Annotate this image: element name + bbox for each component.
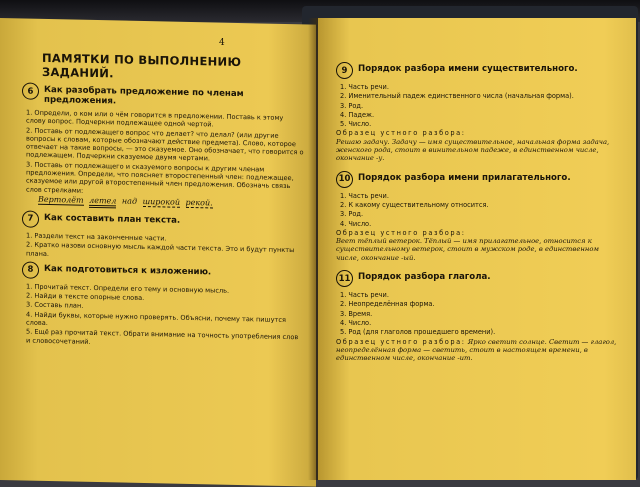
section-10-list xyxy=(336,192,620,228)
list-item: 1. Часть речи. xyxy=(340,83,389,91)
sample-label: Образец устного разбора: xyxy=(336,228,466,237)
sample-label: Образец устного разбора: xyxy=(336,129,466,138)
section-heading: Порядок разбора глагола. xyxy=(358,272,491,283)
section-6-list xyxy=(22,108,304,199)
sample-text: Решаю задачу. Задачу — имя существительное, начальная форма задача, женского рода, стоит в винительном падеже, в единственном числе, окончание -у. xyxy=(336,137,610,163)
section-number-badge: 11 xyxy=(336,270,353,287)
sample-text: Веет тёплый ветерок. Тёплый — имя прилагательное, относится к существительному ветерок, стоит в мужском роде, в единственном числе, окончание -ый. xyxy=(336,237,600,262)
section-7-header xyxy=(22,212,304,233)
handwritten-pen-mark: 4 xyxy=(219,38,225,48)
list-item: 4. Число. xyxy=(340,219,372,228)
list-item: 1. Раздели текст на законченные части. xyxy=(26,231,167,243)
list-item: 1. Часть речи. xyxy=(340,191,389,200)
list-item: 5. Род (для глаголов прошедшего времени). xyxy=(340,328,496,337)
example-word: рекой. xyxy=(185,197,213,208)
list-item: 4. Число. xyxy=(340,318,372,327)
section-number-badge: 10 xyxy=(336,171,353,188)
example-word: над xyxy=(121,196,138,206)
list-item: 2. Кратко назови основную мысль каждой части текста. Это и будут пункты плана. xyxy=(26,240,295,258)
section-heading: Порядок разбора имени существительного. xyxy=(358,64,578,74)
section-9-list xyxy=(336,83,620,128)
list-item: 2. Поставь от подлежащего вопрос что делает? что делал? (или другие вопросы к словам, которые обозначают действие предмета). Слово, которое отвечает на такие вопросы, — это сказуемое. Оно обозначает, что говорится о подлежащем. Подчеркни сказуемое двумя чертами. xyxy=(26,126,304,163)
list-item: 5. Число. xyxy=(340,120,372,129)
list-item: 2. Именительный падеж единственного числа (начальная форма). xyxy=(340,92,574,101)
list-item: 3. Время. xyxy=(340,309,373,318)
section-heading: Как подготовиться к изложению. xyxy=(44,263,212,278)
list-item: 5. Ещё раз прочитай текст. Обрати внимание на точность употребления слов и словосочетаний. xyxy=(26,327,299,346)
right-page xyxy=(318,18,636,480)
section-number-badge: 8 xyxy=(22,261,39,278)
list-item: 1. Определи, о ком или о чём говорится в предложении. Поставь к этому слову вопрос. Подчеркни подлежащее одной чертой. xyxy=(26,108,284,129)
list-item: 3. Род. xyxy=(340,210,364,219)
list-item: 4. Найди буквы, которые нужно проверять. Объясни, почему так пишутся слова. xyxy=(26,310,286,328)
section-8-header xyxy=(22,263,304,284)
list-item: 2. Неопределённая форма. xyxy=(340,300,435,309)
page-title: ПАМЯТКИ ПО ВЫПОЛНЕНИЮ ЗАДАНИЙ. xyxy=(42,50,242,81)
section-heading: Как составить план текста. xyxy=(44,212,181,226)
list-item: 3. Поставь от подлежащего и сказуемого вопросы к другим членам предложения. Определи, что поясняет второстепенный член: подлежащее, сказуемое или другой второстепенный член предложения. Обозначь связь слов стрелками: xyxy=(26,160,294,195)
sample-block xyxy=(336,338,620,363)
section-6-header xyxy=(22,84,304,110)
example-word-subject: Вертолёт xyxy=(38,194,84,205)
list-item: 4. Падеж. xyxy=(340,110,375,119)
list-item: 2. К какому существительному относится. xyxy=(340,200,489,209)
left-page xyxy=(0,18,316,487)
list-item: 3. Составь план. xyxy=(26,300,84,311)
list-item: 2. Найди в тексте опорные слова. xyxy=(26,291,145,303)
section-11-list xyxy=(336,291,620,336)
section-number-badge: 7 xyxy=(22,210,39,227)
section-7-list xyxy=(22,231,304,263)
example-word: широкой xyxy=(142,196,180,207)
section-10-header xyxy=(336,173,620,188)
section-heading: Как разобрать предложение по членам предложения. xyxy=(44,84,244,107)
section-9-header xyxy=(336,64,620,79)
example-word-predicate: летел xyxy=(89,196,116,209)
section-number-badge: 9 xyxy=(336,62,353,79)
sample-text: Ярко светит солнце. Светит — глагол, неопределённая форма — светить, стоит в настоящем времени, в единственном числе, окончание -ит. xyxy=(336,337,617,363)
section-number-badge: 6 xyxy=(22,82,39,99)
section-heading: Порядок разбора имени прилагательного. xyxy=(358,172,571,183)
list-item: 3. Род. xyxy=(340,101,364,110)
list-item: 1. Прочитай текст. Определи его тему и основную мысль. xyxy=(26,282,230,295)
sample-label: Образец устного разбора: xyxy=(336,337,466,346)
section-8-list xyxy=(22,282,304,350)
section-11-header xyxy=(336,272,620,287)
list-item: 1. Часть речи. xyxy=(340,291,389,300)
